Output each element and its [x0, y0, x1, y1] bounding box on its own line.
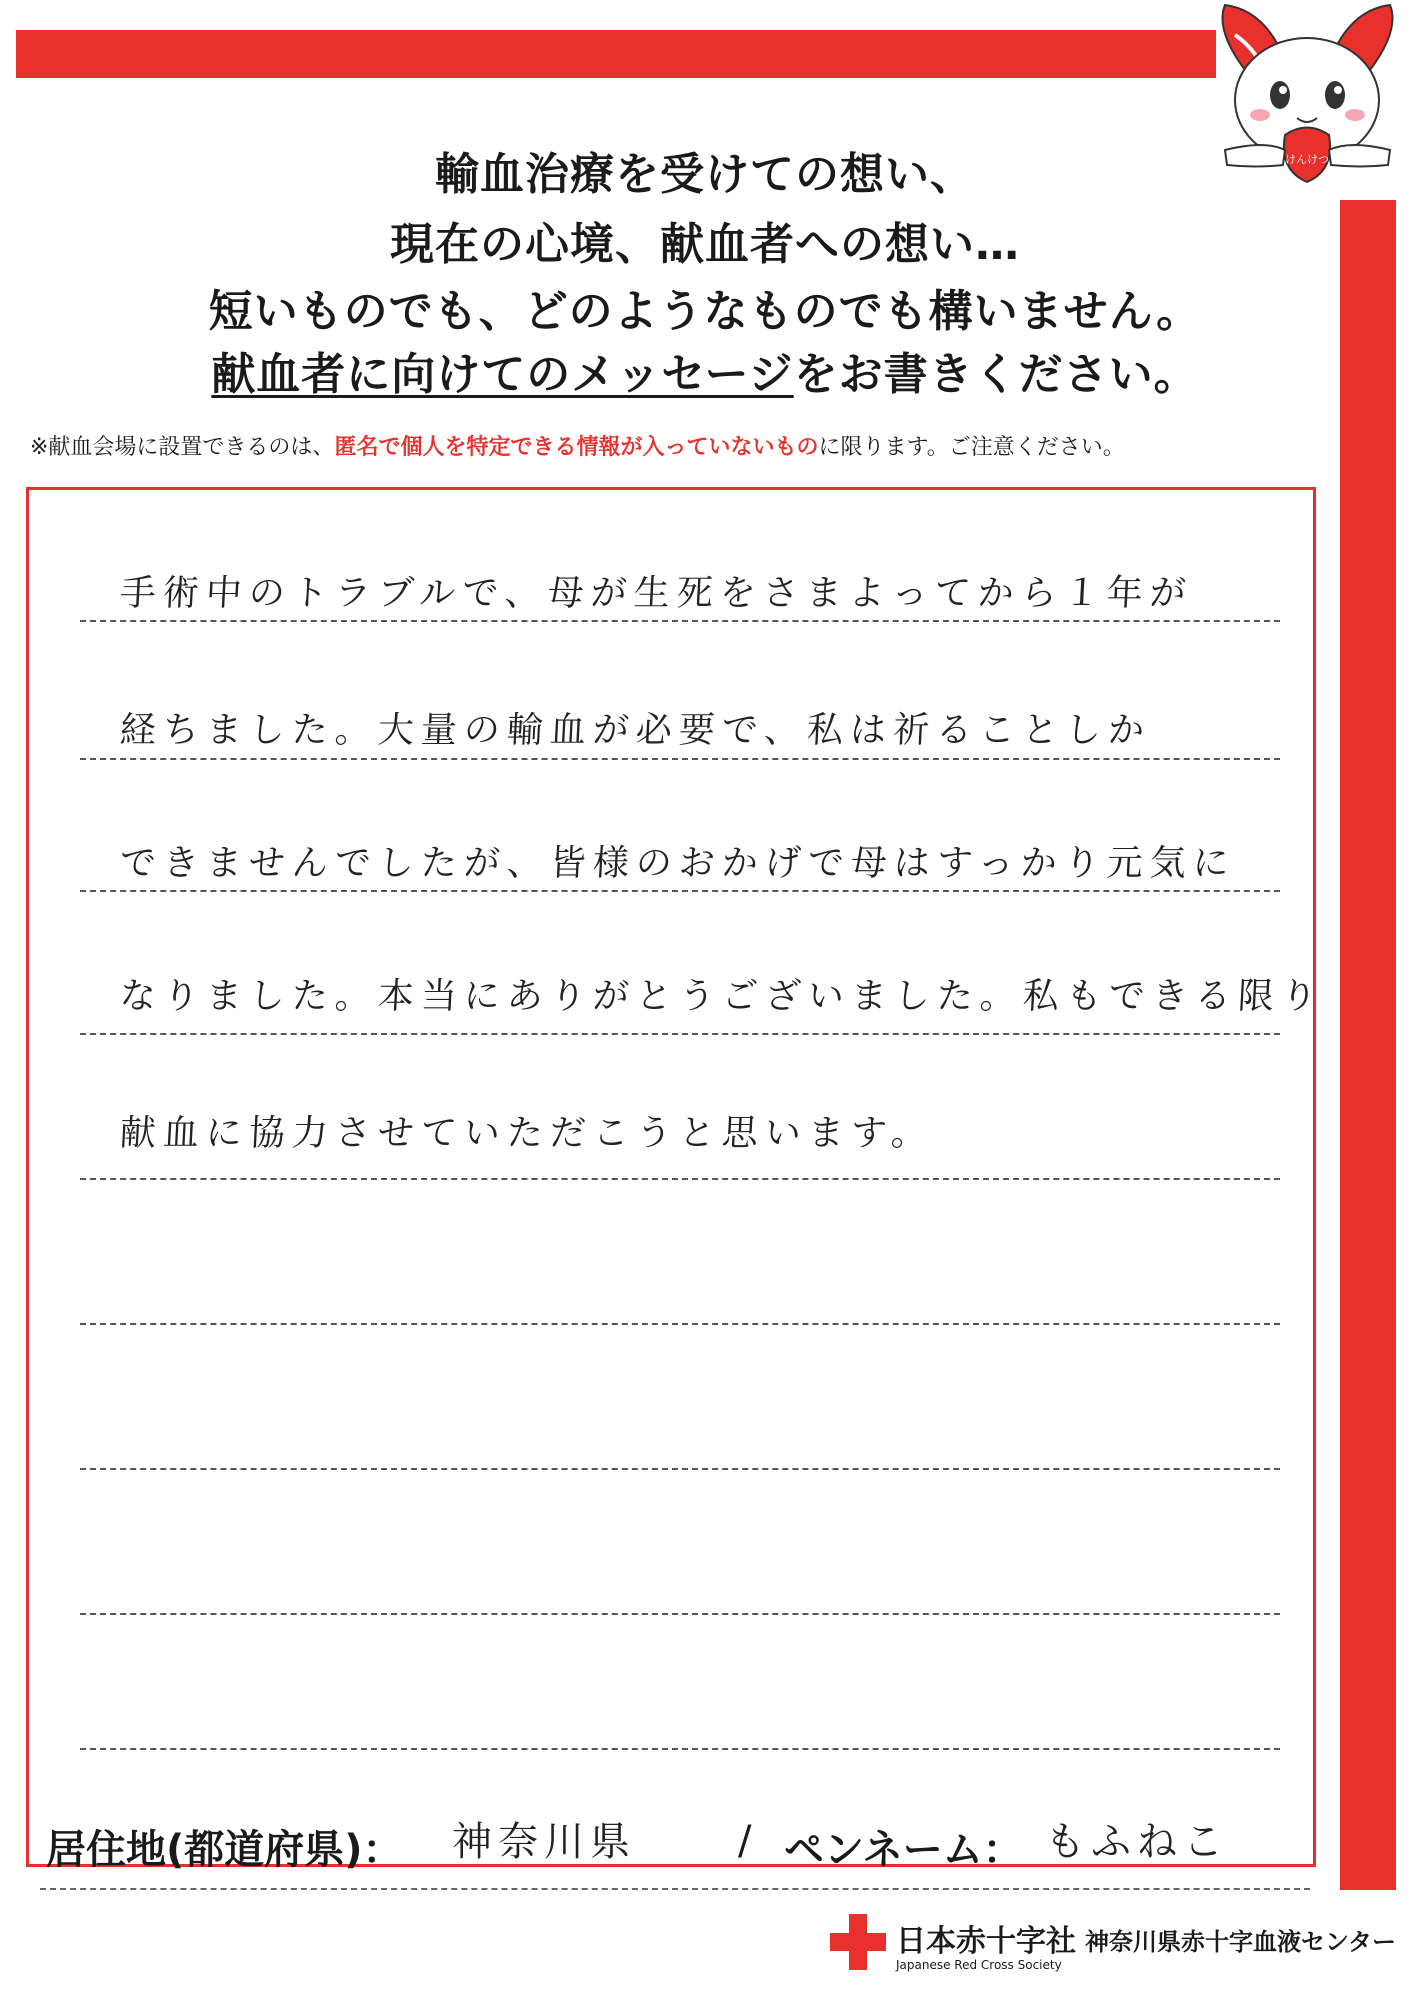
notice-highlight: 匿名で個人を特定できる情報が入っていないもの [334, 435, 819, 460]
message-line-4: なりました。本当にありがとうございました。私もできる限り [118, 976, 1325, 1017]
headline-line-1: 輸血治療を受けての想い、 [435, 149, 975, 200]
penname-value: もふねこ [1045, 1819, 1229, 1865]
org-name-en: Japanese Red Cross Society [896, 1958, 1062, 1972]
message-line-2: 経ちました。大量の輸血が必要で、私は祈ることしか [118, 710, 1153, 751]
org-name: 日本赤十字社 [896, 1924, 1076, 1959]
notice-suffix: に限ります。ご注意ください。 [818, 435, 1125, 460]
notice-text [30, 430, 1320, 461]
headline-rest: をお書きください。 [793, 349, 1199, 400]
footer-separator: / [738, 1818, 752, 1864]
message-line-5: 献血に協力させていただこうと思います。 [118, 1113, 936, 1154]
footer-ruled-line [40, 1888, 1310, 1890]
message-line-1: 手術中のトラブルで、母が生死をさまよってから１年が [118, 573, 1194, 614]
mascot-badge-text: けんけつ [1285, 153, 1329, 166]
penname-label: ペンネーム： [784, 1827, 1023, 1873]
headline-underlined: 献血者に向けてのメッセージ [211, 349, 794, 400]
headline-line-3: 短いものでも、どのようなものでも構いません。 [208, 286, 1202, 337]
ruled-line [80, 890, 1280, 892]
notice-prefix: ※献血会場に設置できるのは、 [30, 435, 335, 460]
ruled-line [80, 1468, 1280, 1470]
top-red-bar [16, 30, 1216, 78]
headline-line-2: 現在の心境、献血者への想い… [390, 219, 1020, 270]
ruled-line [80, 1033, 1280, 1035]
message-frame [26, 487, 1325, 1867]
jrc-logo [830, 1910, 1400, 1990]
residence-label: 居住地(都道府県)： [46, 1827, 403, 1873]
ruled-line [80, 758, 1280, 760]
side-red-bar [1340, 200, 1396, 1890]
ruled-line [80, 620, 1280, 622]
headline-line-4 [0, 338, 1410, 402]
message-line-3: できませんでしたが、皆様のおかげで母はすっかり元気に [118, 843, 1237, 884]
blood-center-name: 神奈川県赤十字血液センター [1085, 1928, 1397, 1956]
red-cross-icon [830, 1914, 886, 1970]
ruled-line [80, 1748, 1280, 1750]
ruled-line [80, 1613, 1280, 1615]
ruled-line [80, 1178, 1280, 1180]
residence-value: 神奈川県 [452, 1819, 636, 1865]
ruled-line [80, 1323, 1280, 1325]
